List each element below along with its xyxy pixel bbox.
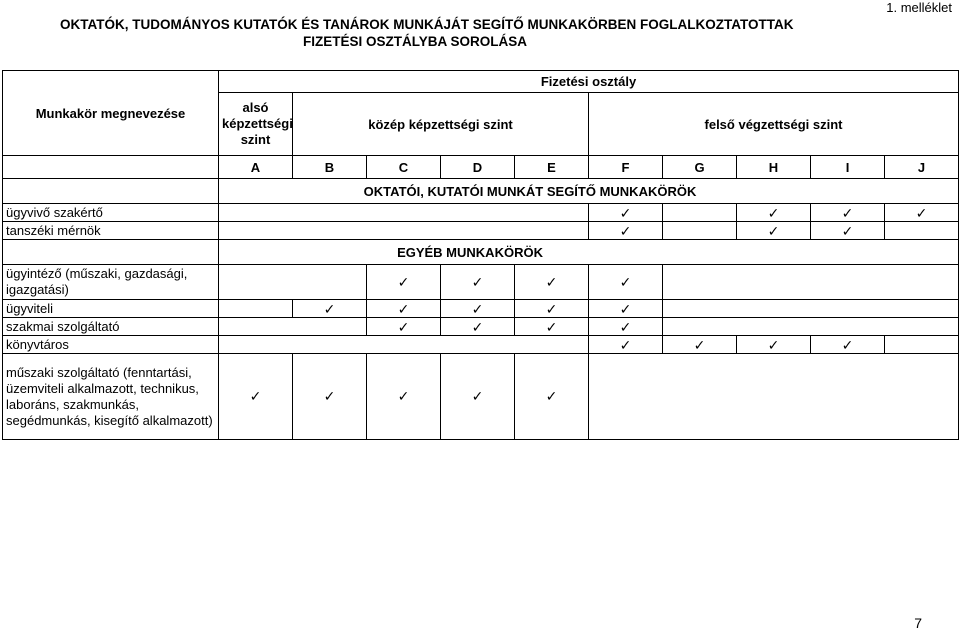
check-cell bbox=[589, 354, 959, 440]
check-mark-icon: ✓ bbox=[589, 222, 663, 240]
check-mark-icon: ✓ bbox=[515, 300, 589, 318]
check-cell bbox=[663, 222, 737, 240]
check-mark-icon: ✓ bbox=[589, 336, 663, 354]
class-letter: H bbox=[737, 156, 811, 179]
check-cell bbox=[663, 204, 737, 222]
title-line-1: OKTATÓK, TUDOMÁNYOS KUTATÓK ÉS TANÁROK MUNKÁJÁT SEGÍTŐ MUNKAKÖRBEN FOGLALKOZTATOTTAK bbox=[60, 17, 794, 32]
check-mark-icon: ✓ bbox=[515, 318, 589, 336]
header-level-mid: közép képzettségi szint bbox=[293, 93, 589, 156]
table-row bbox=[3, 354, 959, 440]
header-job-name: Munkakör megnevezése bbox=[3, 71, 219, 156]
check-mark-icon: ✓ bbox=[293, 300, 367, 318]
check-mark-icon: ✓ bbox=[737, 336, 811, 354]
header-level-low: alsó képzettségi szint bbox=[219, 93, 293, 156]
check-mark-icon: ✓ bbox=[589, 300, 663, 318]
check-cell bbox=[885, 222, 959, 240]
check-mark-icon: ✓ bbox=[811, 222, 885, 240]
job-name: szakmai szolgáltató bbox=[3, 318, 219, 336]
job-name: ügyintéző (műszaki, gazdasági, igazgatási) bbox=[3, 265, 219, 300]
document-title bbox=[60, 16, 794, 50]
table-row bbox=[3, 336, 959, 354]
check-mark-icon: ✓ bbox=[219, 354, 293, 440]
job-name: tanszéki mérnök bbox=[3, 222, 219, 240]
job-name: ügyvivő szakértő bbox=[3, 204, 219, 222]
header-empty-cell bbox=[3, 156, 219, 179]
check-mark-icon: ✓ bbox=[589, 318, 663, 336]
table-row bbox=[3, 318, 959, 336]
job-name: ügyviteli bbox=[3, 300, 219, 318]
title-line-2: FIZETÉSI OSZTÁLYBA SOROLÁSA bbox=[302, 34, 527, 49]
check-mark-icon: ✓ bbox=[515, 265, 589, 300]
check-mark-icon: ✓ bbox=[737, 204, 811, 222]
check-mark-icon: ✓ bbox=[367, 354, 441, 440]
page-number: 7 bbox=[914, 615, 922, 631]
check-mark-icon: ✓ bbox=[441, 265, 515, 300]
check-mark-icon: ✓ bbox=[367, 318, 441, 336]
table-row bbox=[3, 204, 959, 222]
check-mark-icon: ✓ bbox=[293, 354, 367, 440]
section-other-heading: EGYÉB MUNKAKÖRÖK bbox=[219, 240, 959, 265]
check-cell bbox=[219, 265, 367, 300]
check-cell bbox=[219, 222, 589, 240]
check-cell bbox=[219, 204, 589, 222]
class-letter: J bbox=[885, 156, 959, 179]
check-mark-icon: ✓ bbox=[811, 204, 885, 222]
check-cell bbox=[885, 336, 959, 354]
class-letter: G bbox=[663, 156, 737, 179]
check-mark-icon: ✓ bbox=[589, 265, 663, 300]
class-letter: B bbox=[293, 156, 367, 179]
class-letter: D bbox=[441, 156, 515, 179]
pay-class-table bbox=[2, 70, 959, 440]
check-mark-icon: ✓ bbox=[663, 336, 737, 354]
check-mark-icon: ✓ bbox=[367, 265, 441, 300]
check-mark-icon: ✓ bbox=[811, 336, 885, 354]
job-name: könyvtáros bbox=[3, 336, 219, 354]
check-mark-icon: ✓ bbox=[885, 204, 959, 222]
annex-label: 1. melléklet bbox=[886, 0, 952, 15]
check-cell bbox=[219, 318, 367, 336]
check-cell bbox=[219, 336, 589, 354]
section-teaching-heading: OKTATÓI, KUTATÓI MUNKÁT SEGÍTŐ MUNKAKÖRÖK bbox=[219, 179, 959, 204]
table-row bbox=[3, 300, 959, 318]
table-row bbox=[3, 265, 959, 300]
check-mark-icon: ✓ bbox=[441, 300, 515, 318]
check-cell bbox=[663, 300, 959, 318]
check-cell bbox=[219, 300, 293, 318]
check-mark-icon: ✓ bbox=[441, 318, 515, 336]
class-letter: F bbox=[589, 156, 663, 179]
check-mark-icon: ✓ bbox=[515, 354, 589, 440]
check-cell bbox=[663, 318, 959, 336]
section-spacer bbox=[3, 240, 219, 265]
header-pay-class: Fizetési osztály bbox=[219, 71, 959, 93]
table-row bbox=[3, 222, 959, 240]
class-letter: E bbox=[515, 156, 589, 179]
check-mark-icon: ✓ bbox=[367, 300, 441, 318]
class-letter: I bbox=[811, 156, 885, 179]
check-mark-icon: ✓ bbox=[441, 354, 515, 440]
job-name: műszaki szolgáltató (fenntartási, üzemviteli alkalmazott, technikus, laboráns, szakmunkás, segédmunkás, kisegítő alkalmazott) bbox=[3, 354, 219, 440]
check-mark-icon: ✓ bbox=[737, 222, 811, 240]
check-mark-icon: ✓ bbox=[589, 204, 663, 222]
class-letter: A bbox=[219, 156, 293, 179]
header-level-high: felső végzettségi szint bbox=[589, 93, 959, 156]
check-cell bbox=[663, 265, 959, 300]
class-letter: C bbox=[367, 156, 441, 179]
section-spacer bbox=[3, 179, 219, 204]
